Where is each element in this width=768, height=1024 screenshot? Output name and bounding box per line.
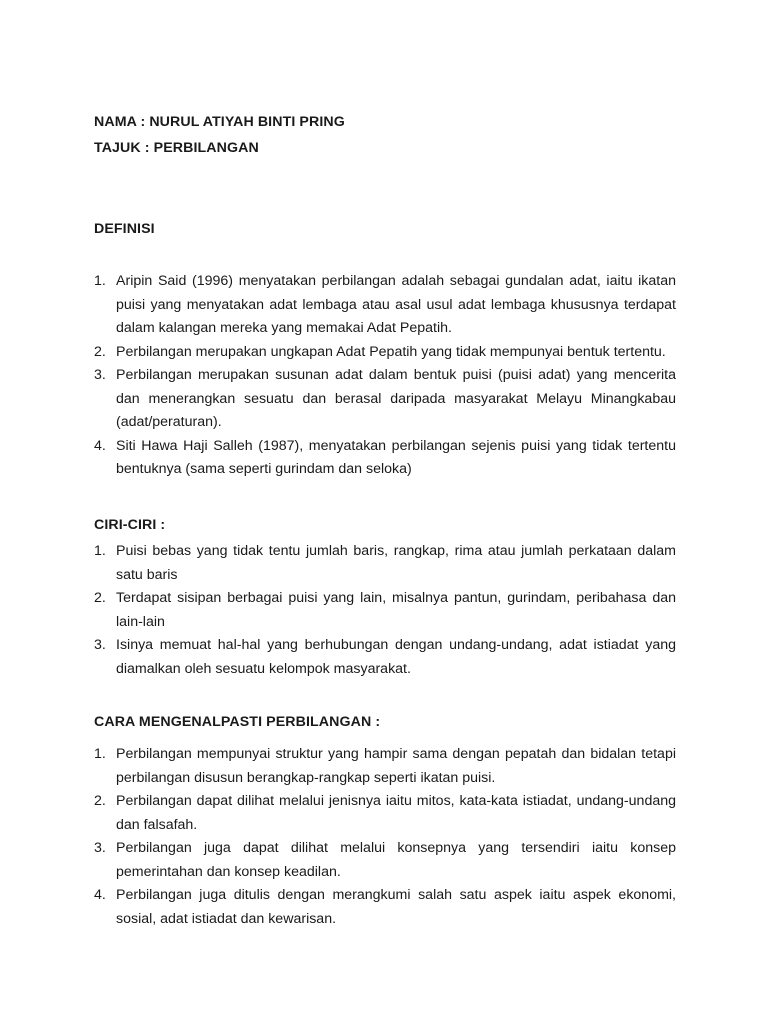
list-item-text: Perbilangan mempunyai struktur yang hampir sama dengan pepatah dan bidalan tetapi perbilangan disusun berangkap-rangkap seperti ikatan puisi. [116, 746, 676, 786]
list-item [94, 540, 676, 587]
list-item [94, 884, 676, 931]
list-item [94, 587, 676, 634]
section-heading-ciri-ciri: CIRI-CIRI : [94, 517, 166, 533]
list-item [94, 634, 676, 681]
list-item [94, 790, 676, 837]
section-heading-cara-mengenalpasti: CARA MENGENALPASTI PERBILANGAN : [94, 714, 381, 730]
list-item-number: 4. [94, 437, 106, 454]
list-item [94, 837, 676, 884]
list-item [94, 341, 676, 365]
list-item-number: 3. [94, 637, 106, 653]
list-item-number: 1. [94, 746, 106, 762]
list-item [94, 364, 676, 435]
list-item-text: Perbilangan merupakan ungkapan Adat Pepatih yang tidak mempunyai bentuk tertentu. [116, 343, 666, 360]
list-item-text: Siti Hawa Haji Salleh (1987), menyatakan perbilangan sejenis puisi yang tidak tertentu bentuknya (sama seperti gurindam dan seloka) [116, 437, 676, 477]
list-item-text: Isinya memuat hal-hal yang berhubungan dengan undang-undang, adat istiadat yang diamalkan oleh sesuatu kelompok masyarakat. [116, 637, 676, 677]
list-item-text: Perbilangan dapat dilihat melalui jenisnya iaitu mitos, kata-kata istiadat, undang-undang dan falsafah. [116, 793, 676, 833]
cara-mengenalpasti-list [94, 743, 676, 931]
list-item-text: Aripin Said (1996) menyatakan perbilangan adalah sebagai gundalan adat, iaitu ikatan puisi yang menyatakan adat lembaga atau asal usul adat lembaga khususnya terdapat dalam kalangan mereka yang memakai Adat Pepatih. [116, 273, 676, 336]
list-item-number: 4. [94, 887, 106, 903]
list-item-number: 2. [94, 590, 106, 606]
list-item-number: 2. [94, 343, 106, 360]
list-item-text: Perbilangan juga dapat dilihat melalui konsepnya yang tersendiri iaitu konsep pemerintahan dan konsep keadilan. [116, 840, 676, 880]
list-item-text: Perbilangan merupakan susunan adat dalam bentuk puisi (puisi adat) yang mencerita dan menerangkan sesuatu dan berasal daripada masyarakat Melayu Minangkabau (adat/peraturan). [116, 367, 676, 430]
ciri-ciri-list [94, 540, 676, 681]
list-item-text: Terdapat sisipan berbagai puisi yang lain, misalnya pantun, gurindam, peribahasa dan lain-lain [116, 590, 676, 630]
list-item-number: 3. [94, 840, 106, 856]
list-item-number: 1. [94, 273, 106, 289]
student-name: NAMA : NURUL ATIYAH BINTI PRING [94, 114, 345, 130]
list-item [94, 743, 676, 790]
list-item [94, 270, 676, 341]
list-item-text: Puisi bebas yang tidak tentu jumlah baris, rangkap, rima atau jumlah perkataan dalam satu baris [116, 543, 676, 583]
list-item-number: 1. [94, 543, 106, 559]
section-heading-definisi: DEFINISI [94, 221, 155, 237]
document-title: TAJUK : PERBILANGAN [94, 140, 259, 156]
definisi-list [94, 270, 676, 482]
list-item-number: 3. [94, 367, 106, 383]
list-item-text: Perbilangan juga ditulis dengan merangkumi salah satu aspek iaitu aspek ekonomi, sosial, adat istiadat dan kewarisan. [116, 887, 676, 927]
list-item [94, 435, 676, 482]
list-item-number: 2. [94, 793, 106, 809]
